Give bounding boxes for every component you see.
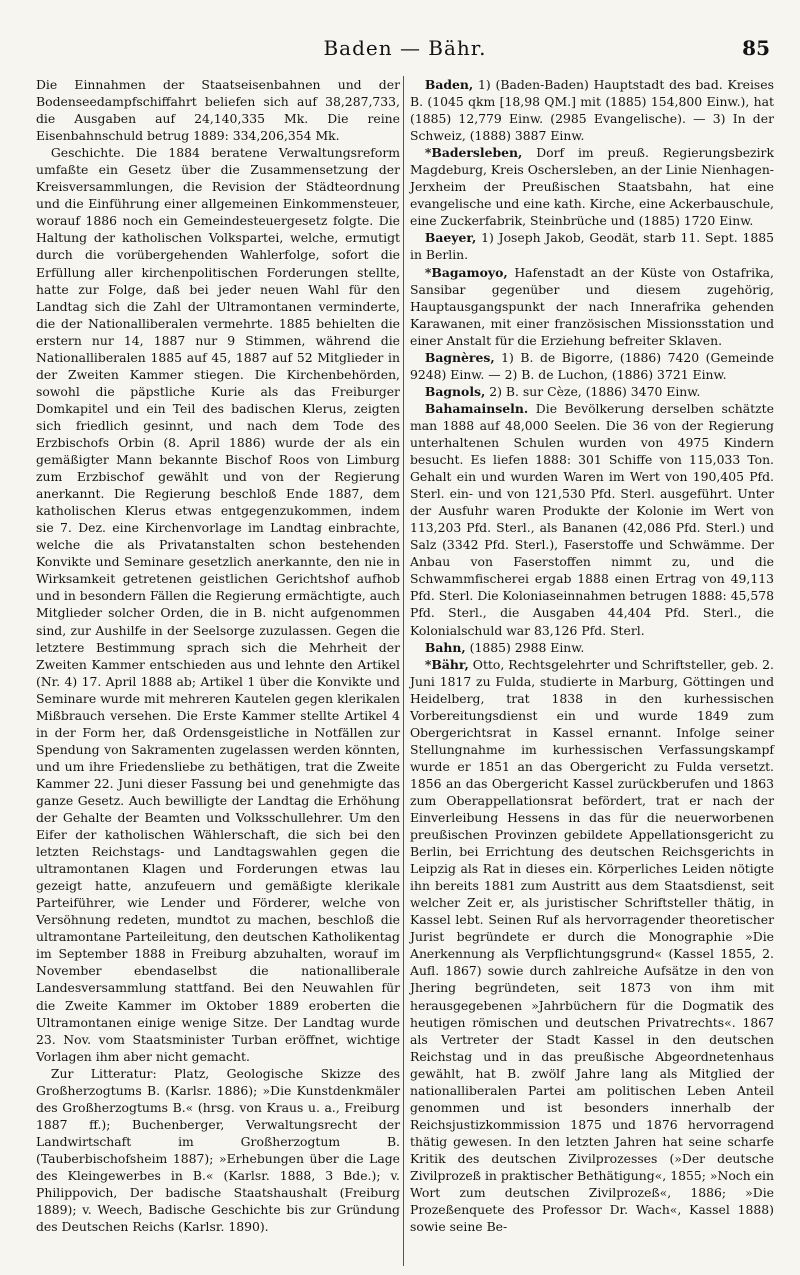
left-column bbox=[36, 76, 400, 1235]
entry-baehr: *Bähr, Otto, Rechtsgelehrter und Schriftsteller, geb. 2. Juni 1817 zu Fulda, studierte in Marburg, Göttingen und Heidelberg, trat 1838 in den kurhessischen Vorbereitungsdienst ein und wurde 1849 zum Obergerichtsrat in Kassel ernannt. Infolge seiner Stellungnahme im kurhessischen Verfassungskampf wurde er 1851 an das Obergericht zu Fulda versetzt. 1856 an das Obergericht Kassel zurückberufen und 1863 zum Oberappellationsrat befördert, trat er nach der Einverleibung Hessens in das für die neuerworbenen preußischen Provinzen gebildete Appellationsgericht zu Berlin, bei Errichtung des deutschen Reichsgerichts in Leipzig als Rat in dieses ein. Körperliches Leiden nötigte ihn bereits 1881 zum Austritt aus dem Staatsdienst, seit welcher Zeit er, als juristischer Schriftsteller thätig, in Kassel lebt. Seinen Ruf als hervorragender theoretischer Jurist begründete er durch die Monographie »Die Anerkennung als Verpflichtungsgrund« (Kassel 1855, 2. Aufl. 1867) sowie durch zahlreiche Aufsätze in den von Jhering begründeten, seit 1873 von ihm mit herausgegebenen »Jahrbüchern für die Dogmatik des heutigen römischen und deutschen Privatrechts«. 1867 als Vertreter der Stadt Kassel in den deutschen Reichstag und in das preußische Abgeordnetenhaus gewählt, hat B. zwölf Jahre lang als Mitglied der nationalliberalen Partei am politischen Leben Anteil genommen und ist besonders innerhalb der Reichsjustizkommission 1875 und 1876 hervorragend thätig gewesen. In den letzten Jahren hat seine scharfe Kritik des deutschen Zivilprozesses (»Der deutsche Zivilprozeß in praktischer Bethätigung«, 1855; »Noch ein Wort zum deutschen Zivilprozeß«, 1886; »Die Prozeßenquete des Professor Dr. Wach«, Kassel 1888) sowie seine Be- bbox=[410, 656, 774, 1235]
entry-baeyer: Baeyer, 1) Joseph Jakob, Geodät, starb 11. Sept. 1885 in Berlin. bbox=[410, 230, 774, 263]
entry-bahn: Bahn, (1885) 2988 Einw. bbox=[424, 639, 585, 655]
paragraph-railway-finances: Die Einnahmen der Staatseisenbahnen und der Bodenseedampfschiffahrt beliefen sich auf 38,287,733, die Ausgaben auf 24,140,335 Mk. Die reine Eisenbahnschuld betrug 1889: 334,206,354 Mk. bbox=[36, 77, 400, 144]
entry-bagnols: Bagnols, 2) B. sur Cèze, (1886) 3470 Einw. bbox=[424, 383, 701, 399]
entry-bagamoyo: *Bagamoyo, Hafenstadt an der Küste von Ostafrika, Sansibar gegenüber und diesem zugehörig, Hauptausgangspunkt der nach Innerafrika gehenden Karawanen, mit einer französischen Missionsstation und einer Anstalt für die Erziehung befreiter Sklaven. bbox=[410, 264, 774, 348]
page-header bbox=[40, 36, 770, 66]
entry-baden: Baden, 1) (Baden-Baden) Hauptstadt des bad. Kreises B. (1045 qkm [18,98 QM.] mit (1885) 154,800 Einw.), hat (1885) 12,779 Einw. (2985 Evangelische). — 3) In der Schweiz, (1888) 3887 Einw. bbox=[410, 77, 774, 144]
right-column bbox=[410, 76, 774, 1235]
page-number: 85 bbox=[742, 36, 770, 60]
entry-bahamainseln: Bahamainseln. Die Bevölkerung derselben schätzte man 1888 auf 48,000 Seelen. Die 36 von der Regierung unterhaltenen Schulen wurden von 4975 Kindern besucht. Es liefen 1888: 301 Schiffe von 115,033 Ton. Gehalt ein und wurden Waren im Wert von 190,405 Pfd. Sterl. ein- und von 121,530 Pfd. Sterl. ausgeführt. Unter der Ausfuhr waren Produkte der Kolonie im Wert von 113,203 Pfd. Sterl., als Bananen (42,086 Pfd. Sterl.) und Salz (3342 Pfd. Sterl.), Faserstoffe und Schwämme. Der Anbau von Faserstoffen nimmt zu, und die Schwammfischerei ergab 1888 einen Ertrag von 49,113 Pfd. Sterl. Die Koloniaseinnahmen betrugen 1888: 45,578 Pfd. Sterl., die Ausgaben 44,404 Pfd. Sterl., die Kolonialschuld war 83,126 Pfd. Sterl. bbox=[410, 400, 774, 638]
entry-badersleben: *Badersleben, Dorf im preuß. Regierungsbezirk Magdeburg, Kreis Oschersleben, an der Linie Nienhagen-Jerxheim der Preußischen Staatsbahn, hat eine evangelische und eine kath. Kirche, eine Ackerbauschule, eine Zuckerfabrik, Steinbrüche und (1885) 1720 Einw. bbox=[410, 145, 774, 229]
entry-bagneres: Bagnères, 1) B. de Bigorre, (1886) 7420 (Gemeinde 9248) Einw. — 2) B. de Luchon, (1886) 3721 Einw. bbox=[410, 349, 774, 382]
column-divider bbox=[403, 76, 404, 1266]
paragraph-literature: Zur Litteratur: Platz, Geologische Skizze des Großherzogtums B. (Karlsr. 1886); »Die Kunstdenkmäler des Großherzogtums B.« (hrsg. von Kraus u. a., Freiburg 1887 ff.); Buchenberger, Verwaltungsrecht der Landwirtschaft im Großherzogtum B. (Tauberbischofsheim 1887); »Erhebungen über die Lage des Kleingewerbes in B.« (Karlsr. 1888, 3 Bde.); v. Philippovich, Der badische Staatshaushalt (Freiburg 1889); v. Weech, Badische Geschichte bis zur Gründung des Deutschen Reichs (Karlsr. 1890). bbox=[36, 1065, 400, 1235]
paragraph-history: Geschichte. Die 1884 beratene Verwaltungsreform umfaßte ein Gesetz über die Zusammensetzung der Kreisversammlungen, die Revision der Städteordnung und die Einführung einer allgemeinen Einkommensteuer, worauf 1886 noch ein Gemeindesteuergesetz folgte. Die Haltung der katholischen Volkspartei, welche, ermutigt durch die vorübergehenden Wahlerfolge, sofort die Erfüllung aller kirchenpolitischen Forderungen stellte, hatte zur Folge, daß bei jeder neuen Wahl für den Landtag sich die Zahl der Ultramontanen verminderte, die der Nationalliberalen vermehrte. 1885 behielten die erstern nur 14, 1887 nur 9 Stimmen, während die Nationalliberalen 1885 auf 45, 1887 auf 52 Mitglieder in der Zweiten Kammer stiegen. Die Kirchenbehörden, sowohl die päpstliche Kurie als das Freiburger Domkapitel und ein Teil des badischen Klerus, zeigten sich friedlich gesinnt, und nach dem Tode des Erzbischofs Orbin (8. April 1886) wurde der als ein gemäßigter Mann bekannte Bischof Roos von Limburg zum Erzbischof gewählt und von der Regierung anerkannt. Die Regierung beschloß Ende 1887, dem katholischen Klerus etwas entgegenzukommen, indem sie 7. Dez. eine Kirchenvorlage im Landtag einbrachte, welche die als Privatanstalten schon bestehenden Konvikte und Seminare gesetzlich anerkannte, den nie in Wirksamkeit getretenen geistlichen Gerichtshof aufhob und in besondern Fällen die Regierung ermächtigte, auch Mitglieder solcher Orden, die in B. nicht aufgenommen sind, zur Aushilfe in der Seelsorge zuzulassen. Gegen die letztere Bestimmung sprach sich die Mehrheit der Zweiten Kammer entschieden aus und lehnte den Artikel (Nr. 4) 17. April 1888 ab; Artikel 1 über die Konvikte und Seminare wurde mit mehreren Kautelen gegen klerikalen Mißbrauch versehen. Die Erste Kammer stellte Artikel 4 in der Form her, daß Ordensgeistliche in Notfällen zur Spendung von Sakramenten zugelassen werden könnten, und um ihre Friedensliebe zu bethätigen, trat die Zweite Kammer 22. Juni dieser Fassung bei und genehmigte das ganze Gesetz. Auch bewilligte der Landtag die Erhöhung der Gehalte der Beamten und Volksschullehrer. Um den Eifer der katholischen Wählerschaft, die sich bei den letzten Reichstags- und Landtagswahlen gegen die ultramontanen Klagen und Forderungen etwas lau gezeigt hatte, anzufeuern und gemäßigte klerikale Parteiführer, wie Lender und Förderer, welche von Versöhnung redeten, mundtot zu machen, beschloß die ultramontane Parteileitung, den deutschen Katholikentag im September 1888 in Freiburg abzuhalten, worauf im November ebendaselbst die nationalliberale Landesversammlung stattfand. Bei den Neuwahlen für die Zweite Kammer im Oktober 1889 eroberten die Ultramontanen einige wenige Sitze. Der Landtag wurde 23. Nov. vom Staatsminister Turban eröffnet, wichtige Vorlagen ihm aber nicht gemacht. bbox=[36, 145, 400, 1064]
running-title: Baden — Bähr. bbox=[323, 36, 487, 60]
